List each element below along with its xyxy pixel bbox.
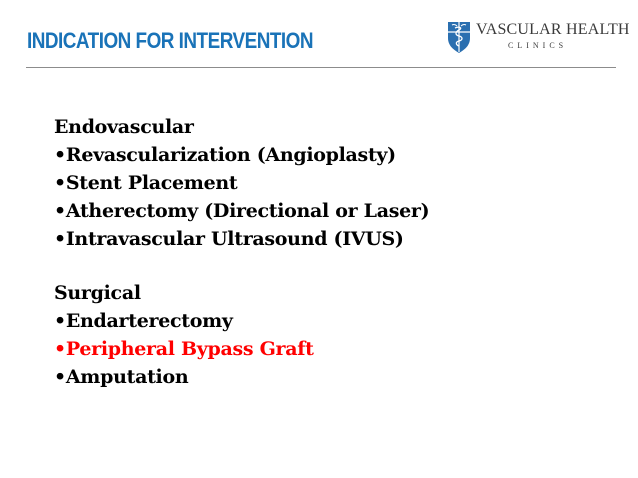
logo-subtitle: CLINICS [508, 41, 568, 50]
list-item: •Stent Placement [54, 172, 238, 194]
vascular-health-logo [446, 20, 630, 56]
list-item: •Endarterectomy [54, 310, 233, 332]
list-item: •Amputation [54, 366, 189, 388]
logo-name: VASCULAR HEALTH [476, 21, 630, 38]
section-heading-surgical: Surgical [54, 282, 141, 304]
shield-caduceus-icon [446, 20, 472, 54]
list-item-highlighted: •Peripheral Bypass Graft [54, 338, 314, 360]
list-item: •Revascularization (Angioplasty) [54, 144, 396, 166]
section-heading-endovascular: Endovascular [54, 116, 194, 138]
list-item: •Atherectomy (Directional or Laser) [54, 200, 430, 222]
title-divider [26, 67, 616, 68]
slide-body [54, 113, 429, 391]
section-spacer [54, 253, 429, 279]
list-item: •Intravascular Ultrasound (IVUS) [54, 228, 404, 250]
slide-title: INDICATION FOR INTERVENTION [27, 28, 313, 53]
